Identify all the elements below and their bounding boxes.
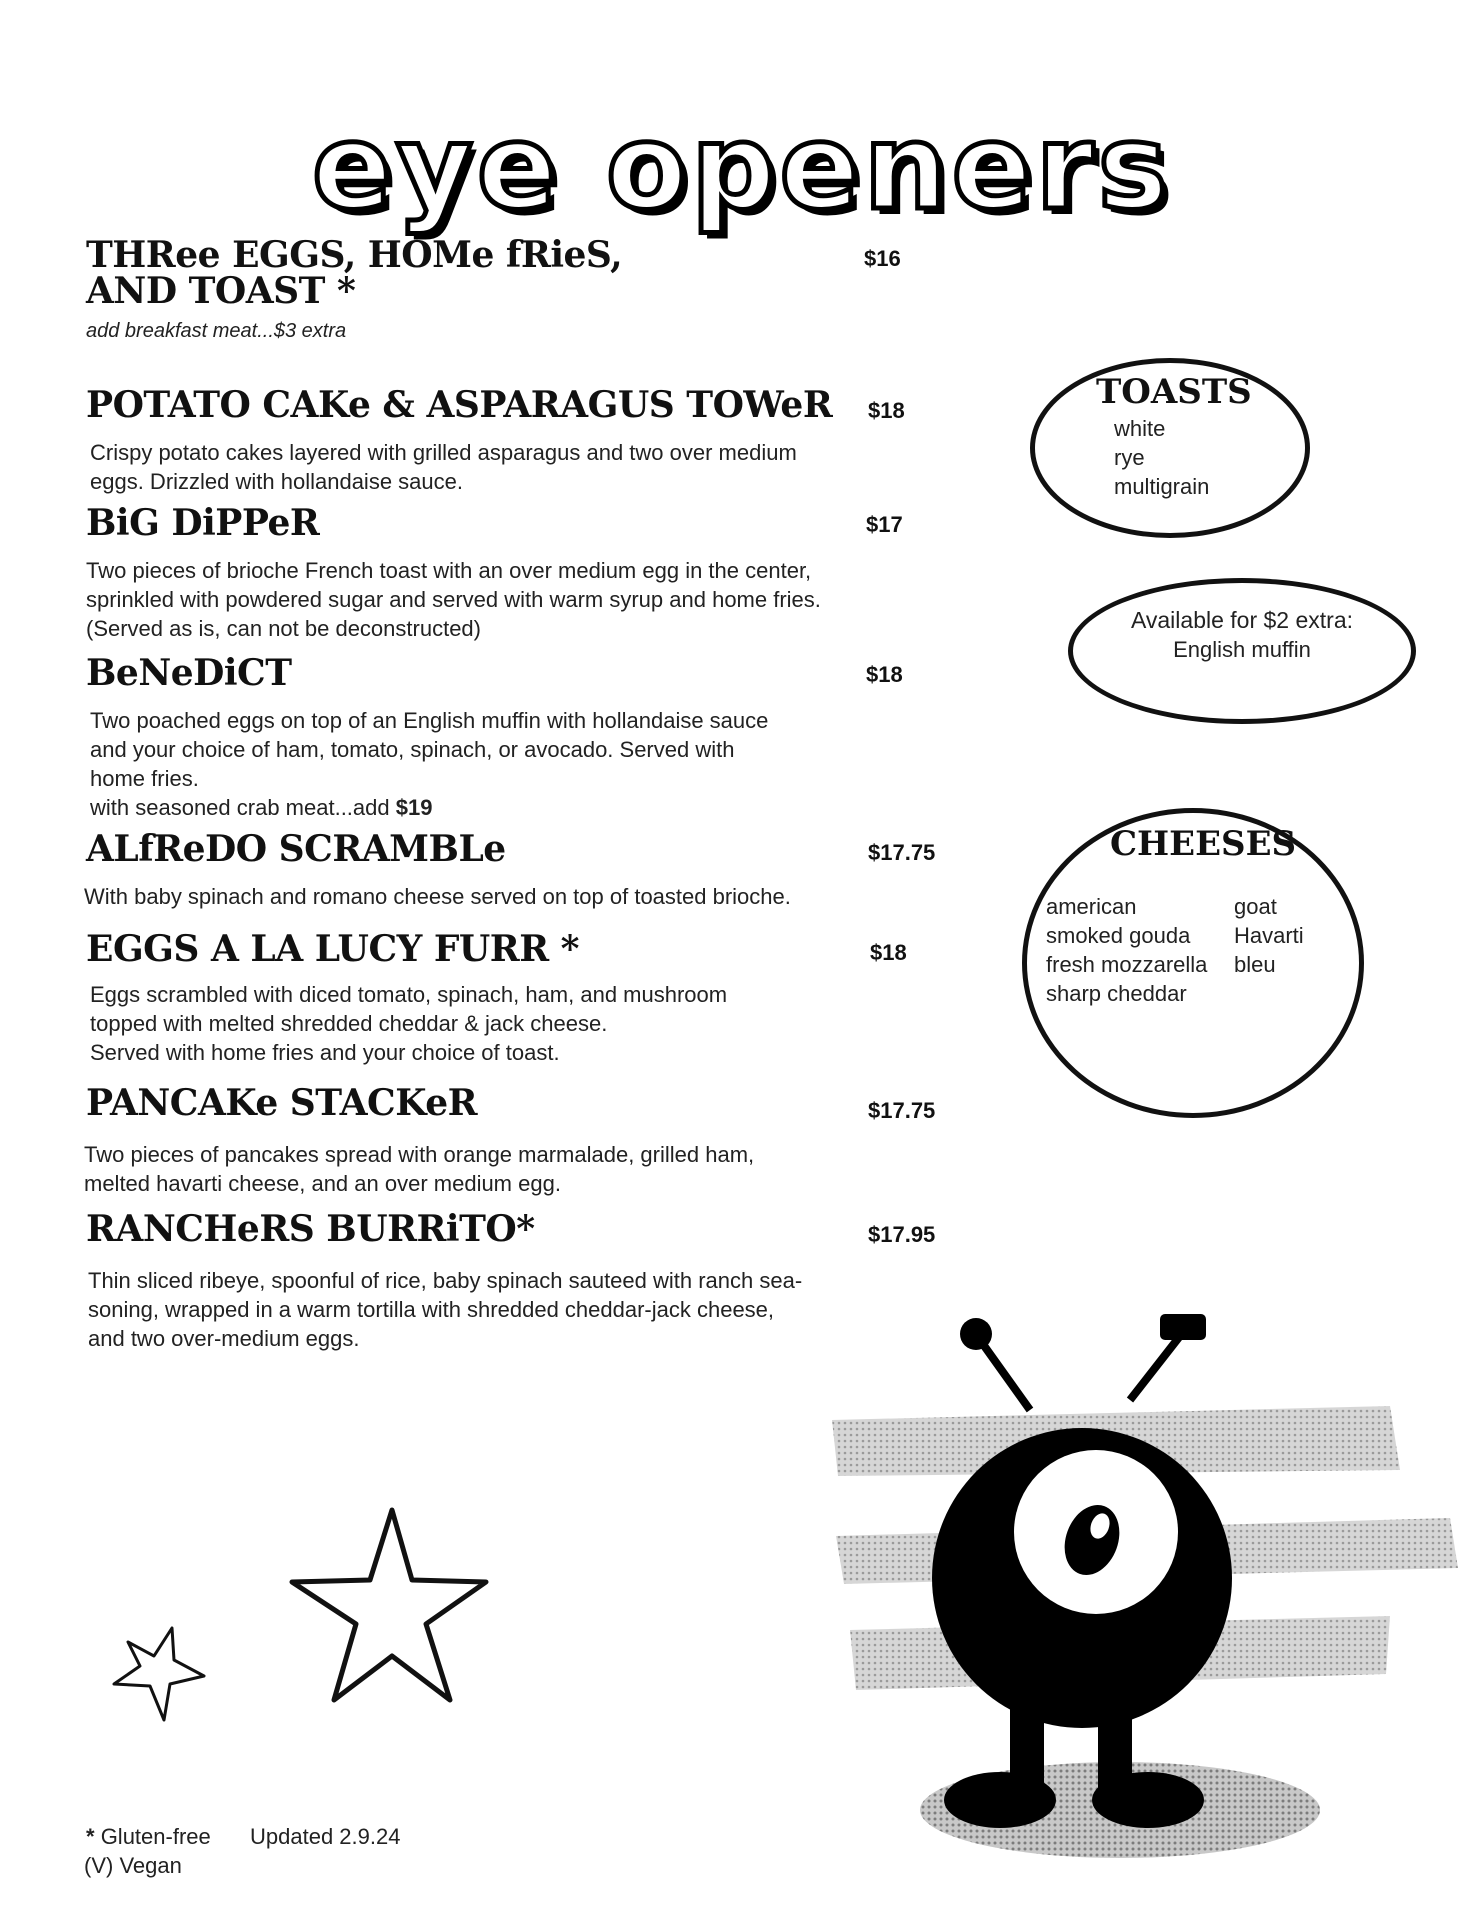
cheese-option: fresh mozzarella — [1046, 952, 1208, 977]
item-note: add breakfast meat...$3 extra — [86, 320, 347, 342]
gluten-free-label: Gluten-free — [100, 1824, 211, 1849]
cheese-option: Havarti — [1234, 923, 1304, 948]
item-name: AND TOAST * — [86, 270, 356, 312]
item-name: POTATO CAKe & ASPARAGUS TOWeR — [86, 384, 833, 426]
gluten-free-mark: * — [86, 1824, 95, 1849]
item-price: $17.75 — [868, 840, 936, 865]
item-name: BeNeDiCT — [86, 652, 292, 694]
item-description: Eggs scrambled with diced tomato, spinach, ham, and mushroom topped with melted shredded cheddar & jack cheese. Served with home fries and your choice of toast. — [90, 982, 728, 1065]
item-description: Thin sliced ribeye, spoonful of rice, baby spinach sauteed with ranch sea- soning, wrapped in a warm tortilla with shredded cheddar-jack cheese, and two over-medium eggs. — [88, 1268, 803, 1351]
item-name: ALfReDO SCRAMBLe — [86, 828, 506, 870]
page-title: eye openers — [311, 98, 1173, 236]
item-name: THRee EGGS, HOMe fRieS, — [86, 234, 623, 276]
cheese-option: goat — [1234, 894, 1277, 919]
item-name: PANCAKe STACKeR — [86, 1082, 478, 1124]
star-outline-icon — [106, 1622, 210, 1728]
item-price: $17.95 — [868, 1222, 936, 1247]
star-outline-icon — [276, 1504, 498, 1730]
item-price: $18 — [866, 662, 903, 687]
item-description: Crispy potato cakes layered with grilled asparagus and two over medium eggs. Drizzled with hollandaise sauce. — [90, 440, 797, 494]
toast-option: multigrain — [1114, 474, 1210, 499]
item-addon — [90, 793, 432, 822]
addon-price: $19 — [395, 795, 433, 820]
item-description: Two poached eggs on top of an English muffin with hollandaise sauce and your choice of ham, tomato, spinach, or avocado. Served with home fries. — [90, 708, 769, 791]
item-description: Two pieces of brioche French toast with an over medium egg in the center, sprinkled with powdered sugar and served with warm syrup and home fries. (Served as is, can not be deconstructed) — [86, 558, 821, 641]
footer-updated: Updated 2.9.24 — [250, 1824, 401, 1849]
item-price: $16 — [864, 246, 901, 271]
addon-text: with seasoned crab meat...add — [90, 795, 396, 820]
cheese-option: sharp cheddar — [1046, 981, 1187, 1006]
item-name: EGGS A LA LUCY FURR * — [86, 928, 579, 970]
footer-gluten-free — [86, 1824, 211, 1850]
toasts-title: TOASTS — [1096, 372, 1252, 412]
item-price: $18 — [868, 398, 905, 423]
toast-option: white — [1114, 416, 1166, 441]
item-price: $17.75 — [868, 1098, 936, 1123]
cheese-option: bleu — [1234, 952, 1276, 977]
extra-line: Available for $2 extra: — [1130, 607, 1354, 633]
monster-illustration — [830, 1300, 1470, 1860]
item-price: $18 — [870, 940, 907, 965]
cheese-option: smoked gouda — [1046, 923, 1191, 948]
footer-vegan: (V) Vegan — [84, 1853, 182, 1878]
cheeses-title: CHEESES — [1110, 824, 1297, 864]
toast-option: rye — [1114, 445, 1145, 470]
cheese-option: american — [1046, 894, 1137, 919]
item-name: BiG DiPPeR — [86, 502, 320, 544]
item-name: RANCHeRS BURRiTO* — [86, 1208, 535, 1250]
item-description: Two pieces of pancakes spread with orange marmalade, grilled ham, melted havarti cheese, and an over medium egg. — [84, 1142, 755, 1196]
extra-line: English muffin — [1173, 637, 1311, 662]
item-description: With baby spinach and romano cheese served on top of toasted brioche. — [84, 884, 791, 909]
item-price: $17 — [866, 512, 903, 537]
